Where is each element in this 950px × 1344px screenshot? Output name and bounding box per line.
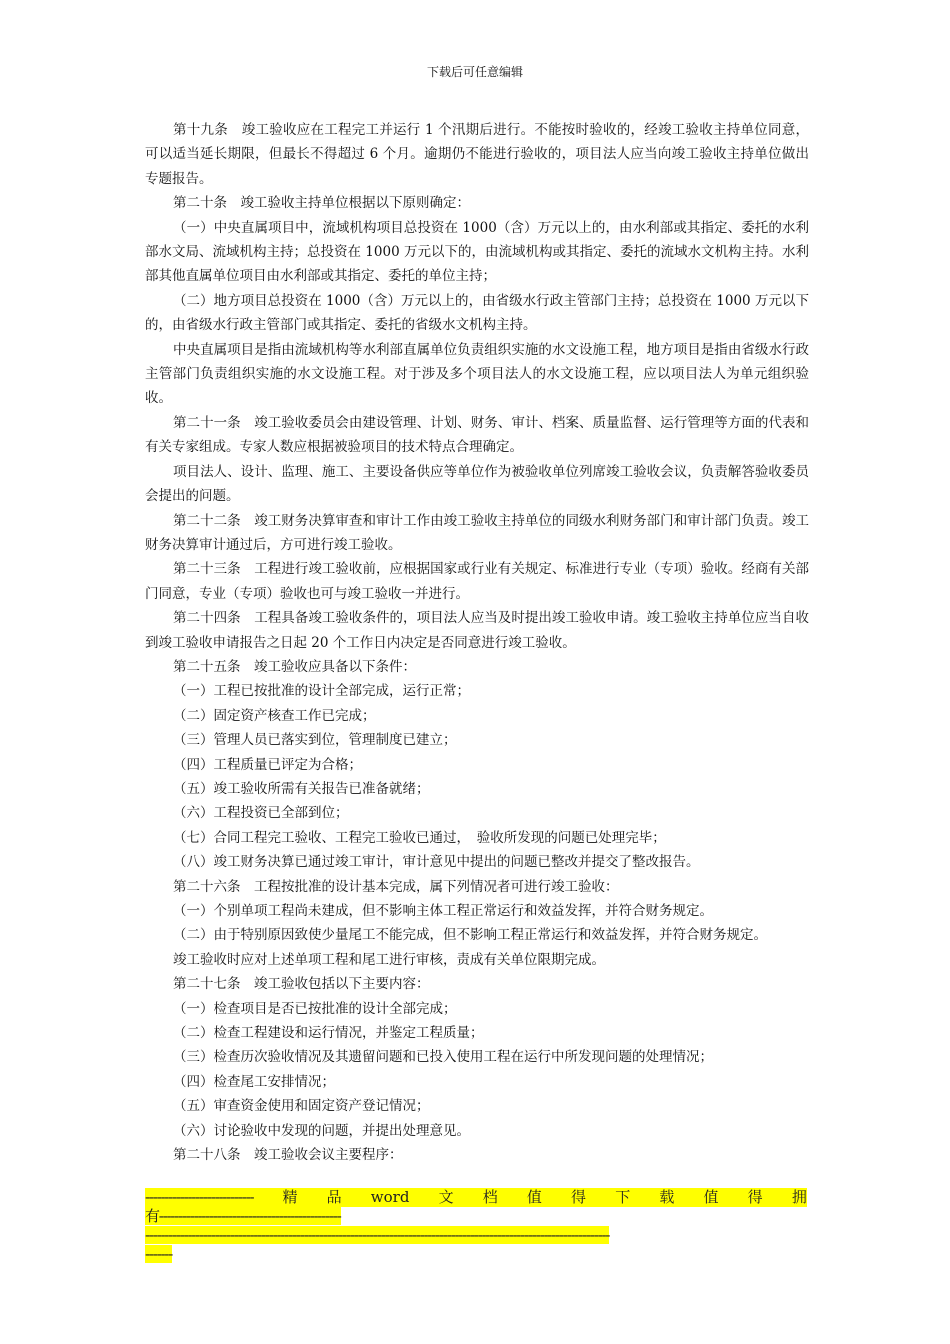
banner-line-2: [145, 1207, 807, 1226]
banner-char: 值: [526, 1188, 542, 1206]
paragraph-article-24: 第二十四条 工程具备竣工验收条件的，项目法人应当及时提出竣工验收申请。竣工验收主持单位应当自收到竣工验收申请报告之日起 20 个工作日内决定是否同意进行竣工验收。: [145, 610, 809, 651]
paragraph-article-27-item-2: （二）检查工程建设和运行情况，并鉴定工程质量；: [173, 1025, 484, 1042]
paragraph-article-21: 第二十一条 竣工验收委员会由建设管理、计划、财务、审计、档案、质量监督、运行管理等方面的代表和有关专家组成。专家人数应根据被验项目的技术特点合理确定。: [145, 414, 809, 456]
banner-char: 载: [659, 1188, 675, 1206]
banner-line-3: [145, 1226, 807, 1245]
paragraph-article-20-note: 中央直属项目是指由流域机构等水利部直属单位负责组织实施的水文设施工程，地方项目是指由省级水行政主管部门负责组织实施的水文设施工程。对于涉及多个项目法人的水文设施工程，应以项目法人为单元组织验收。: [145, 341, 809, 407]
paragraph-article-28: 第二十八条 竣工验收会议主要程序：: [173, 1147, 403, 1164]
paragraph-article-25-item-7: （七）合同工程完工验收、工程完工验收已通过， 验收所发现的问题已处理完毕；: [173, 829, 666, 846]
page-header-note: 下载后可任意编辑: [426, 65, 523, 79]
banner-char: 品: [326, 1188, 342, 1206]
paragraph-article-26-item-2: （二）由于特别原因致使少量尾工不能完成，但不影响工程正常运行和效益发挥，并符合财务规定。: [173, 927, 767, 944]
paragraph-article-27-item-5: （五）审查资金使用和固定资产登记情况；: [173, 1098, 430, 1115]
banner-char: 文: [438, 1188, 454, 1206]
paragraph-article-25-item-3: （三）管理人员已落实到位，管理制度已建立；: [173, 732, 457, 749]
document-body: [145, 118, 809, 1167]
banner-char: 精: [282, 1188, 298, 1206]
paragraph-article-26: 第二十六条 工程按批准的设计基本完成，属下列情况者可进行竣工验收：: [173, 878, 619, 895]
paragraph-article-27-item-6: （六）讨论验收中发现的问题，并提出处理意见。: [173, 1122, 470, 1139]
banner-dashes-left: ----------------------------: [145, 1188, 254, 1206]
paragraph-article-27-item-4: （四）检查尾工安排情况；: [173, 1073, 335, 1090]
banner-line-4: [145, 1245, 807, 1264]
paragraph-article-25-item-2: （二）固定资产核查工作已完成；: [173, 707, 376, 724]
paragraph-article-21-note: 项目法人、设计、监理、施工、主要设备供应等单位作为被验收单位列席竣工验收会议，负责解答验收委员会提出的问题。: [145, 463, 809, 505]
paragraph-article-25-item-1: （一）工程已按批准的设计全部完成，运行正常；: [173, 683, 470, 700]
paragraph-article-20-item-1: （一）中央直属项目中，流域机构项目总投资在 1000（含）万元以上的，由水利部或其指定、委托的水利部水文局、流域机构主持；总投资在 1000 万元以下的，由流域机构或其指定、委托的流域水文机构主持。水利部其他直属单位项目由水利部或其指定、委托的单位主持；: [145, 219, 809, 285]
banner-line-2-text: 有-----------------------------------------------: [145, 1207, 341, 1225]
banner-char: 下: [615, 1188, 631, 1206]
paragraph-article-25-item-8: （八）竣工财务决算已通过竣工审计，审计意见中提出的问题已整改并提交了整改报告。: [173, 854, 700, 871]
promo-watermark-banner: [145, 1188, 807, 1264]
paragraph-article-25: 第二十五条 竣工验收应具备以下条件：: [173, 658, 416, 675]
paragraph-article-23: 第二十三条 工程进行竣工验收前，应根据国家或行业有关规定、标准进行专业（专项）验收。经商有关部门同意，专业（专项）验收也可与竣工验收一并进行。: [145, 561, 809, 602]
paragraph-article-26-note: 竣工验收时应对上述单项工程和尾工进行审核，责成有关单位限期完成。: [173, 951, 605, 968]
paragraph-article-20-item-2: （二）地方项目总投资在 1000（含）万元以上的，由省级水行政主管部门主持；总投资在 1000 万元以下的，由省级水行政主管部门或其指定、委托的省级水文机构主持。: [145, 292, 809, 334]
paragraph-article-19: 第十九条 竣工验收应在工程完工并运行 1 个汛期后进行。不能按时验收的，经竣工验收主持单位同意，可以适当延长期限，但最长不得超过 6 个月。逾期仍不能进行验收的，项目法人应当向竣工验收主持单位做出专题报告。: [145, 122, 809, 187]
banner-line-1: [145, 1188, 807, 1207]
paragraph-article-27-item-3: （三）检查历次验收情况及其遗留问题和已投入使用工程在运行中所发现问题的处理情况；: [173, 1049, 713, 1066]
paragraph-article-22: 第二十二条 竣工财务决算审查和审计工作由竣工验收主持单位的同级水利财务部门和审计部门负责。竣工财务决算审计通过后，方可进行竣工验收。: [145, 512, 809, 553]
paragraph-article-20: 第二十条 竣工验收主持单位根据以下原则确定：: [173, 195, 470, 212]
banner-char: 值: [703, 1188, 719, 1206]
paragraph-article-27-item-1: （一）检查项目是否已按批准的设计全部完成；: [173, 1000, 457, 1017]
banner-char: 档: [482, 1188, 498, 1206]
banner-char: 得: [571, 1188, 587, 1206]
paragraph-article-25-item-6: （六）工程投资已全部到位；: [173, 805, 349, 822]
banner-char: 拥: [791, 1188, 807, 1206]
paragraph-article-25-item-5: （五）竣工验收所需有关报告已准备就绪；: [173, 780, 430, 797]
banner-line-3-text: ------------------------------------------------------------------------------------------------------------------------: [145, 1226, 610, 1244]
banner-char: 得: [747, 1188, 763, 1206]
paragraph-article-27: 第二十七条 竣工验收包括以下主要内容：: [173, 976, 430, 993]
paragraph-article-25-item-4: （四）工程质量已评定为合格；: [173, 756, 362, 773]
paragraph-article-26-item-1: （一）个别单项工程尚未建成，但不影响主体工程正常运行和效益发挥，并符合财务规定。: [173, 903, 713, 919]
banner-word: word: [370, 1188, 410, 1206]
banner-line-4-text: -------: [145, 1245, 173, 1263]
